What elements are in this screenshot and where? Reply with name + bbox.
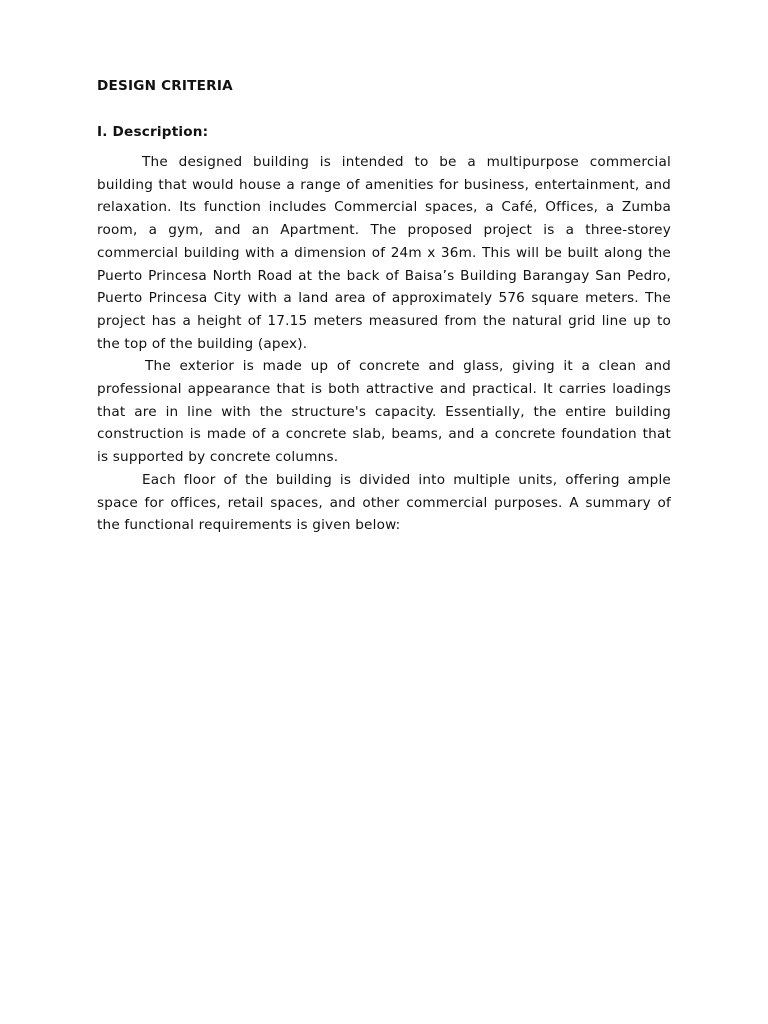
document-title: DESIGN CRITERIA (97, 78, 233, 94)
document-body (97, 76, 671, 537)
paragraph-description: The designed building is intended to be a multipurpose commercial building that would house a range of amenities for business, entertainment, and relaxation. Its function includes Commercial spaces, a Café, Offices, a Zumba room, a gym, and an Apartment. The proposed project is a three-storey commercial building with a dimension of 24m x 36m. This will be built along the Puerto Princesa North Road at the back of Baisa’s Building Barangay San Pedro, Puerto Princesa City with a land area of approximately 576 square meters. The project has a height of 17.15 meters measured from the natural grid line up to the top of the building (apex). (97, 154, 671, 352)
paragraph-exterior: The exterior is made up of concrete and glass, giving it a clean and professional appearance that is both attractive and practical. It carries loadings that are in line with the structure's capacity. Essentially, the entire building construction is made of a concrete slab, beams, and a concrete foundation that is supported by concrete columns. (97, 358, 671, 466)
paragraph-floors: Each floor of the building is divided into multiple units, offering ample space for offices, retail spaces, and other commercial purposes. A summary of the functional requirements is given below: (97, 471, 671, 534)
section-heading: I. Description: (97, 124, 209, 140)
